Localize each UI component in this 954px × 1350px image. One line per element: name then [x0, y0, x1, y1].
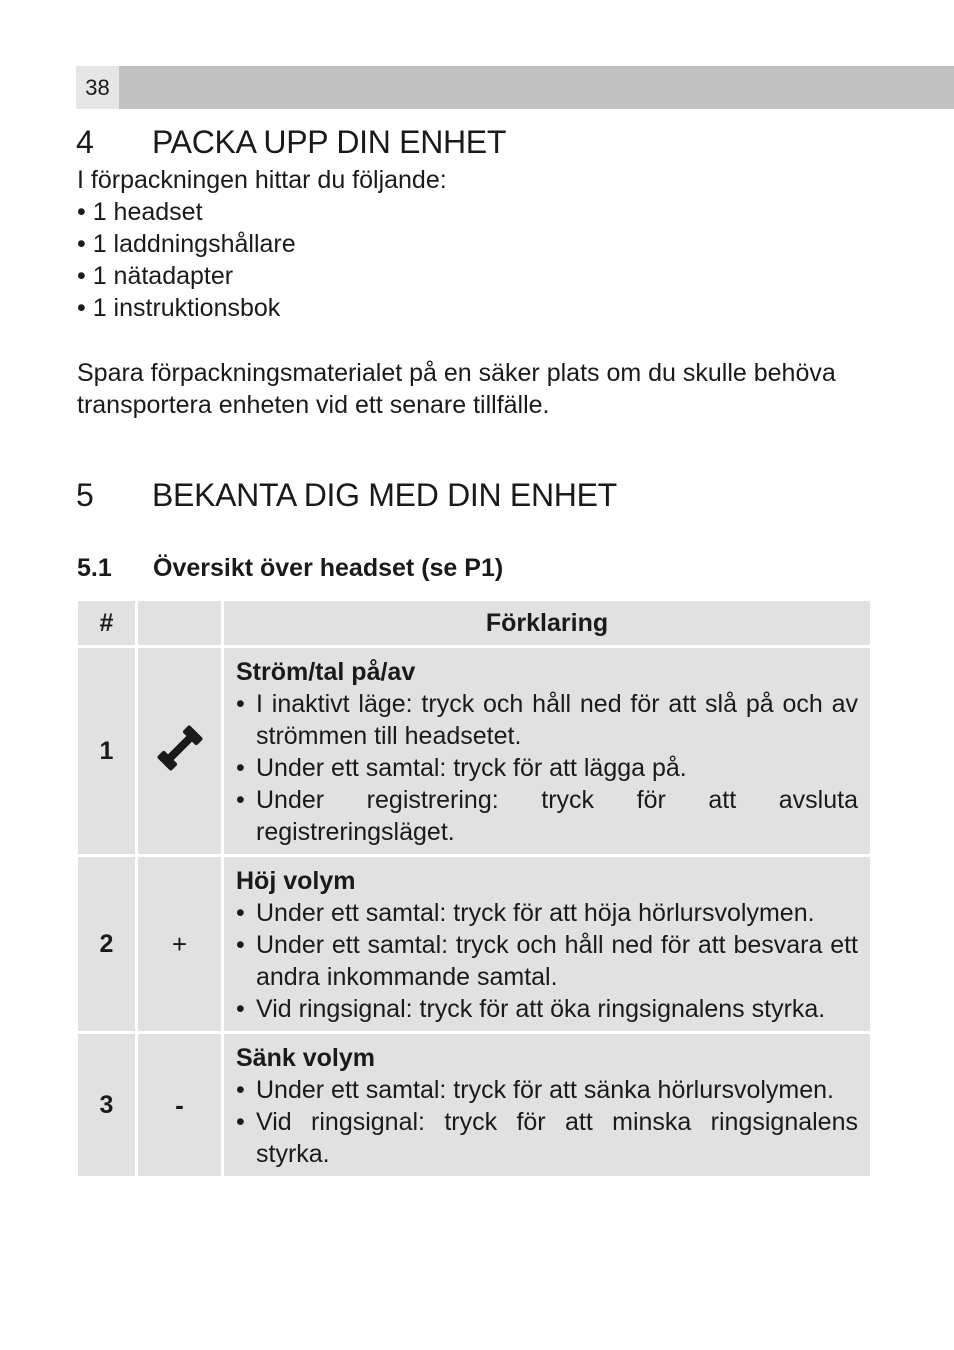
row-bullets: [236, 1074, 858, 1170]
row-description: [224, 1034, 870, 1176]
row-number: 2: [78, 857, 135, 1031]
row-number: 3: [78, 1034, 135, 1176]
packaging-note-line: Spara förpackningsmaterialet på en säker plats om du skulle behöva: [77, 359, 836, 387]
table-row: [78, 857, 870, 1031]
list-item: • Under ett samtal: tryck för att lägga på.: [236, 752, 858, 784]
row-description: [224, 857, 870, 1031]
row-bullets: [236, 688, 858, 848]
section-5-number: 5: [76, 477, 94, 513]
row-bullets: [236, 897, 858, 1025]
list-item: • Vid ringsignal: tryck för att öka ringsignalens styrka.: [236, 993, 858, 1025]
list-item: • Under ett samtal: tryck och håll ned för att besvara ett andra inkommande samtal.: [236, 929, 858, 993]
page-header-bar: [76, 66, 954, 109]
header-explanation: Förklaring: [224, 601, 870, 645]
row-title: Ström/tal på/av: [236, 658, 416, 686]
section-4-title: PACKA UPP DIN ENHET: [152, 124, 507, 160]
row-symbol: [138, 648, 221, 854]
row-number: 1: [78, 648, 135, 854]
list-item: • Under registrering: tryck för att avsluta registreringsläget.: [236, 784, 858, 848]
page-number: 38: [76, 66, 119, 109]
package-item: • 1 laddningshållare: [77, 230, 296, 258]
section-4-number: 4: [76, 124, 94, 160]
packaging-note: [77, 357, 836, 421]
list-item: • I inaktivt läge: tryck och håll ned för att slå på och av strömmen till headsetet.: [236, 688, 858, 752]
subsection-5-1-heading: [77, 554, 503, 583]
table-header-row: [78, 601, 870, 645]
list-item: • Under ett samtal: tryck för att höja hörlursvolymen.: [236, 897, 858, 929]
header-symbol: [138, 601, 221, 645]
phone-handset-icon: [153, 721, 207, 775]
package-item: • 1 instruktionsbok: [77, 294, 281, 322]
row-symbol: -: [138, 1034, 221, 1176]
packaging-note-line: transportera enheten vid ett senare tillfälle.: [77, 391, 550, 419]
list-item: • Vid ringsignal: tryck för att minska ringsignalens styrka.: [236, 1106, 858, 1170]
package-intro: I förpackningen hittar du följande:: [77, 166, 447, 194]
section-5-heading: [76, 477, 617, 514]
list-item: • Under ett samtal: tryck för att sänka hörlursvolymen.: [236, 1074, 858, 1106]
table-row: [78, 648, 870, 854]
subsection-title: Översikt över headset (se P1): [153, 554, 504, 582]
row-title: Höj volym: [236, 867, 356, 895]
package-item: • 1 nätadapter: [77, 262, 234, 290]
subsection-number: 5.1: [77, 554, 112, 582]
row-symbol: +: [138, 857, 221, 1031]
package-contents: [77, 164, 447, 324]
package-item: • 1 headset: [77, 198, 203, 226]
section-4-heading: [76, 124, 506, 161]
row-description: [224, 648, 870, 854]
headset-overview-table: [75, 598, 873, 1179]
header-number: #: [78, 601, 135, 645]
row-title: Sänk volym: [236, 1044, 375, 1072]
table-row: [78, 1034, 870, 1176]
section-5-title: BEKANTA DIG MED DIN ENHET: [152, 477, 617, 513]
